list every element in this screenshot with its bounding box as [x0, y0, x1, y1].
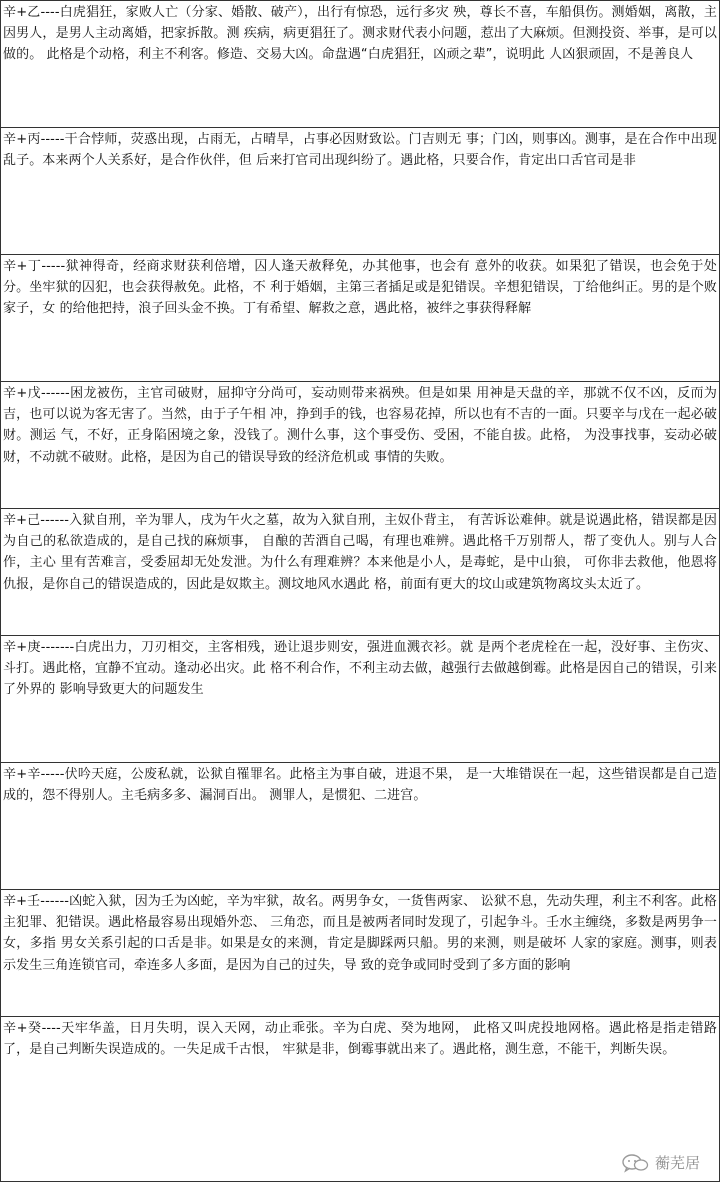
table-row	[1, 382, 720, 509]
row-text: 辛+丙-----干合悖师，荧惑出现，占雨无，占晴旱，占事必因财致讼。门吉则无 事；门凶，则事凶。测事，是在合作中出现乱子。本来两个人关系好，是合作伙伴，但 后来打官司出现纠纷了。遇此格，只要合作，肯定出口舌官司是非	[3, 132, 717, 169]
watermark-text: 蘅芜居	[654, 1154, 700, 1172]
row-text: 辛+丁-----狱神得奇，经商求财获利倍增，囚人逢天赦释免，办其他事，也会有 意外的收获。如果犯了错误，也会免于处分。坐牢狱的囚犯，也会获得赦免。此格，不 利于婚姻，主第三者插足或是犯错误。辛想犯错误，丁给他纠正。男的是个败家子，女 的给他把持，浪子回头金不换。丁有希望、解救之意，遇此格，被绊之事获得释解	[3, 259, 717, 317]
wechat-bubble-icon	[621, 1153, 649, 1173]
row-text: 辛+乙----白虎猖狂，家败人亡（分家、婚散、破产），出行有惊恐，远行多灾 殃，尊长不喜，车船俱伤。测婚姻，离散，主因男人，是男人主动离婚，把家拆散。测 疾病，病更猖狂了。测求财代表小问题，惹出了大麻烦。但测投资、举事，是可以做的。 此格是个动格，利主不利客。修造、交易大凶。命盘遇“白虎猖狂，凶顽之辈”，说明此 人凶狠顽固，不是善良人	[3, 5, 717, 63]
table-row	[1, 890, 720, 1017]
table-row	[1, 1017, 720, 1182]
table-row	[1, 1, 720, 128]
row-text: 辛+癸----天牢华盖，日月失明，误入天网，动止乖张。辛为白虎、癸为地网， 此格又叫虎投地网格。遇此格是指走错路了，是自己判断失误造成的。一失足成千古恨， 牢狱是非，倒霉事就出来了。遇此格，测生意，不能干，判断失误。	[3, 1021, 717, 1058]
table-row	[1, 763, 720, 890]
row-text: 辛+辛-----伏吟天庭，公废私就，讼狱自罹罪名。此格主为事自破，进退不果， 是一大堆错误在一起，这些错误都是自己造成的，怨不得别人。主毛病多多、漏洞百出。 测罪人，是惯犯、二进宫。	[3, 767, 717, 804]
row-text: 辛+己------入狱自刑，辛为罪人，戌为午火之墓，故为入狱自刑，主奴仆背主， 有苦诉讼难伸。就是说遇此格，错误都是因为自己的私欲造成的，是自己找的麻烦事， 自酿的苦酒自己喝，有理也难辨。遇此格千万别帮人，帮了变仇人。别与人合作，主心 里有苦难言，受委屈却无处发泄。为什么有理难辨？本来他是小人，是毒蛇，是中山狼， 可你非去救他，他恩将仇报，是你自己的错误造成的，因此是奴欺主。测坟地风水遇此 格，前面有更大的坟山或建筑物离坟头太近了。	[3, 513, 717, 592]
row-text: 辛+壬------凶蛇入狱，因为壬为凶蛇，辛为牢狱，故名。两男争女，一货售两家、 讼狱不息，先动失理，利主不利客。此格主犯罪、犯错误。遇此格最容易出现婚外恋、 三角恋，而且是被两者同时发现了，引起争斗。壬水主缠绕，多数是两男争一女，多指 男女关系引起的口舌是非。如果是女的来测，肯定是脚踩两只船。男的来测，则是破坏 人家的家庭。测事，则表示发生三角连锁官司，牵连多人多面，是因为自己的过失，导 致的竞争或同时受到了多方面的影响	[3, 894, 717, 973]
watermark	[621, 1152, 700, 1173]
table-row	[1, 128, 720, 255]
table-row	[1, 255, 720, 382]
table-row	[1, 509, 720, 636]
row-text: 辛+戊------困龙被伤，主官司破财，屈抑守分尚可，妄动则带来祸殃。但是如果 用神是天盘的辛，那就不仅不凶，反而为吉，也可以说为客无害了。当然，由于子午相 冲，挣到手的钱，也容易花掉，所以也有不吉的一面。只要辛与戊在一起必破财。测运 气，不好，正身陷困境之象，没钱了。测什么事，这个事受伤、受困，不能自拔。此格， 为没事找事，妄动必破财，不动就不破财。此格，是因为自己的错误导致的经济危机或 事情的失败。	[3, 386, 717, 465]
row-text: 辛+庚-------白虎出力，刀刃相交，主客相残，逊让退步则安，强进血溅衣衫。就 是两个老虎栓在一起，没好事、主伤灾、斗打。遇此格，宜静不宜动。逢动必出灾。此 格不利合作，不利主动去做，越强行去做越倒霉。此格是因自己的错误，引来了外界的 影响导致更大的问题发生	[3, 640, 717, 698]
table-row	[1, 636, 720, 763]
